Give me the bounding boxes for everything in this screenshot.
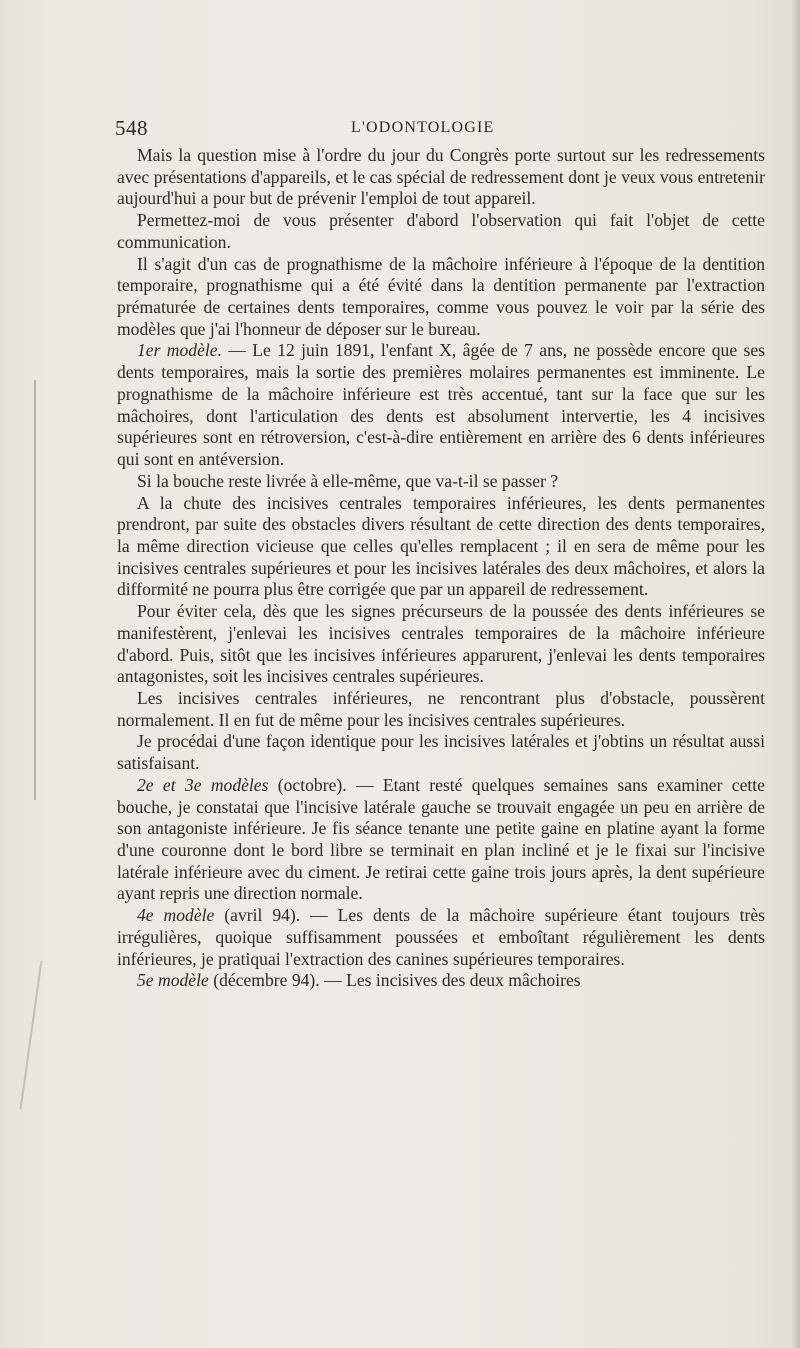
paragraph	[117, 970, 765, 992]
paragraph-text: Si la bouche reste livrée à elle-même, que va-t-il se passer ?	[137, 470, 559, 491]
model-label: 1er modèle.	[137, 340, 223, 361]
paragraph-text: (décembre 94). — Les incisives des deux mâchoires	[208, 970, 581, 991]
model-label: 2e et 3e modèles	[137, 774, 269, 795]
page-edge-shadow	[792, 0, 800, 1348]
paragraph	[117, 905, 765, 970]
paragraph	[117, 340, 765, 470]
model-label: 5e modèle	[137, 970, 209, 991]
paragraph	[117, 493, 765, 602]
paragraph	[117, 775, 765, 905]
paragraph	[117, 471, 765, 493]
paragraph	[117, 210, 765, 253]
paragraph-text: Il s'agit d'un cas de prognathisme de la mâchoire inférieure à l'époque de la dentition temporaire, prognathisme qui a été évité dans la dentition permanente par l'extraction prématurée de certaines dents temporaires, comme vous pouvez le voir par la série des modèles que j'ai l'honneur de déposer sur le bureau.	[117, 253, 765, 339]
page-number: 548	[115, 116, 148, 140]
paragraph	[117, 145, 765, 210]
paragraph-text: Les incisives centrales inférieures, ne rencontrant plus d'obstacle, poussèrent normalement. Il en fut de même pour les incisives centrales supérieures.	[117, 687, 765, 730]
body-text	[117, 145, 765, 992]
paragraph-text: (avril 94). — Les dents de la mâchoire supérieure étant toujours très irrégulières, quoique suffisamment poussées et emboîtant régulièrement les dents inférieures, je pratiquai l'extraction des canines supérieures temporaires.	[117, 905, 766, 969]
paragraph-text: Je procédai d'une façon identique pour les incisives latérales et j'obtins un résultat aussi satisfaisant.	[117, 731, 765, 774]
paragraph-text: — Le 12 juin 1891, l'enfant X, âgée de 7 ans, ne possède encore que ses dents temporaires, mais la sortie des premières molaires permanentes est imminente. Le prognathisme de la mâchoire inférieure est très accentué, tant sur la face que sur les mâchoires, dont l'articulation des dents est absolument intervertie, les 4 incisives supérieures sont en rétroversion, c'est-à-dire entièrement en arrière des 6 dents inférieures qui sont en antéversion.	[117, 340, 766, 470]
margin-pencil-mark	[34, 380, 36, 800]
paragraph	[117, 731, 765, 774]
paragraph-text: A la chute des incisives centrales temporaires inférieures, les dents permanentes prendront, par suite des obstacles divers résultant de cette direction des dents temporaires, la même direction vicieuse que celles qu'elles remplacent ; il en sera de même pour les incisives centrales supérieures et pour les incisives latérales des deux mâchoires, et alors la difformité ne pourra plus être corrigée que par un appareil de redressement.	[117, 492, 765, 600]
margin-pencil-mark	[20, 961, 43, 1110]
paragraph	[117, 254, 765, 341]
paragraph-text: (octobre). — Etant resté quelques semaines sans examiner cette bouche, je constatai que l'incisive latérale gauche se trouvait engagée un peu en arrière de son antagoniste inférieure. Je fis séance tenante une petite gaine en platine ayant la forme d'une couronne dont le bord libre se terminait en plan incliné et je le fixai sur l'incisive latérale inférieure avec du ciment. Je retirai cette gaine trois jours après, la dent supérieure ayant repris une direction normale.	[117, 774, 765, 904]
paragraph-text: Permettez-moi de vous présenter d'abord l'observation qui fait l'objet de cette communication.	[117, 210, 765, 252]
paragraph	[117, 688, 765, 731]
model-label: 4e modèle	[137, 905, 215, 926]
paragraph-text: Pour éviter cela, dès que les signes précurseurs de la poussée des dents inférieures se manifestèrent, j'enlevai les incisives centrales temporaires de la mâchoire inférieure d'abord. Puis, sitôt que les incisives inférieures apparurent, j'enlevai les dents temporaires antagonistes, soit les incisives centrales supérieures.	[117, 601, 765, 687]
page-header	[115, 116, 725, 140]
paragraph-text: Mais la question mise à l'ordre du jour du Congrès porte surtout sur les redressements avec présentations d'appareils, et le cas spécial de redressement dont je veux vous entretenir aujourd'hui a pour but de prévenir l'emploi de tout appareil.	[117, 145, 765, 209]
running-title: L'ODONTOLOGIE	[351, 119, 495, 136]
paragraph	[117, 601, 765, 688]
